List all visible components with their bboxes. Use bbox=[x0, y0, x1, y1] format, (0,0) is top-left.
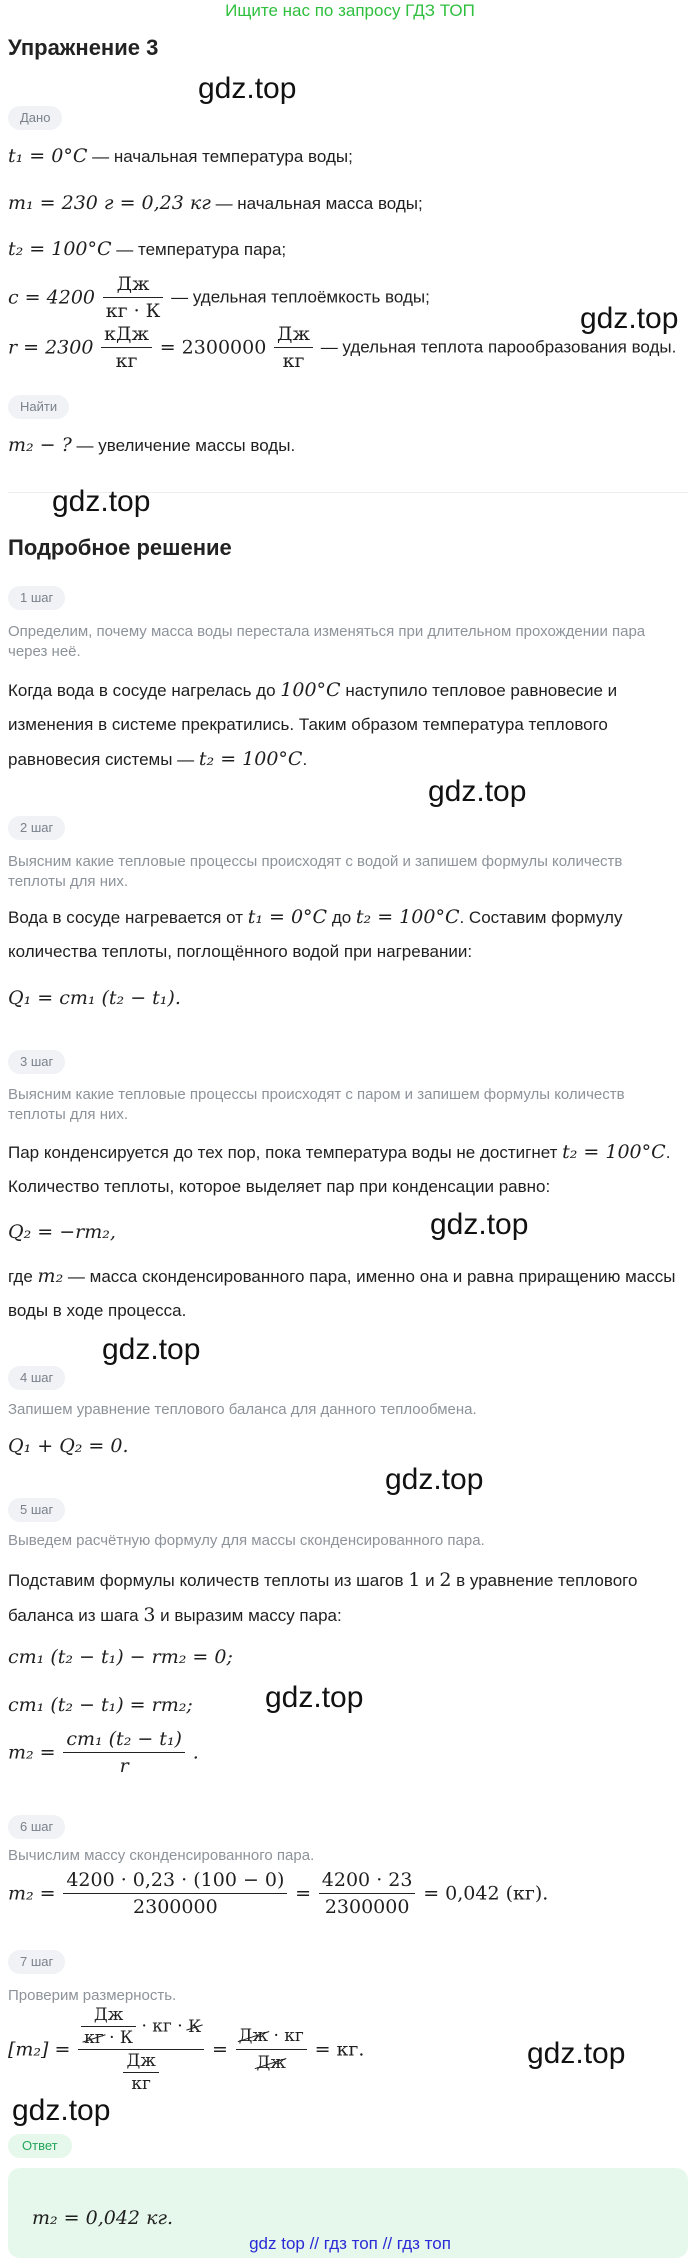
step4-formula: Q₁ + Q₂ = 0. bbox=[8, 1435, 129, 1457]
step4-chip: 4 шаг bbox=[8, 1366, 65, 1390]
step3-text: Пар конденсируется до тех пор, пока температура воды не достигнет t₂ = 100°C. Количество теплоты, которое выделяет пар при конденсации равно: bbox=[8, 1141, 671, 1196]
watermark: gdz.top bbox=[102, 1333, 201, 1366]
watermark: gdz.top bbox=[428, 775, 527, 808]
exercise-title: Упражнение 3 bbox=[8, 35, 159, 60]
step5-formula1: cm₁ (t₂ − t₁) − rm₂ = 0; bbox=[8, 1646, 233, 1668]
answer-chip: Ответ bbox=[8, 2134, 72, 2158]
step7-desc: Проверим размерность. bbox=[8, 1987, 177, 2004]
step2-chip: 2 шаг bbox=[8, 816, 65, 840]
watermark: gdz.top bbox=[12, 2094, 111, 2127]
step3-note: где m₂ — масса сконденсированного пара, именно она и равна приращению массы воды в ходе процесса. bbox=[8, 1265, 676, 1320]
step6-desc: Вычислим массу сконденсированного пара. bbox=[8, 1847, 315, 1864]
step7-formula: [m₂] = $\frac{Дж}{кг \cdot К}$ · кг · К $\frac{Дж}{кг}$ = $\frac{Дж \cdot кг}{Дж}$ = кг. bbox=[8, 2005, 365, 2094]
step5-formula3: m₂ = $\frac{\text{cm₁ (t₂ − t₁)}}{r}$ . bbox=[8, 1728, 199, 1777]
watermark: gdz.top bbox=[198, 72, 297, 105]
step2-text: Вода в сосуде нагревается от t₁ = 0°C до t₂ = 100°C. Составим формулу количества теплоты, поглощённого водой при нагревании: bbox=[8, 906, 623, 961]
search-banner[interactable]: Ищите нас по запросу ГДЗ ТОП bbox=[225, 1, 475, 20]
footer-links[interactable]: gdz top // гдз топ // гдз топ bbox=[249, 2234, 451, 2253]
step6-chip: 6 шаг bbox=[8, 1815, 65, 1839]
step3-formula: Q₂ = −rm₂, bbox=[8, 1221, 116, 1243]
watermark: gdz.top bbox=[52, 485, 151, 518]
step1-desc: Определим, почему масса воды перестала изменяться при длительном прохождении пара через неё. bbox=[8, 623, 646, 660]
watermark: gdz.top bbox=[527, 2037, 626, 2070]
answer-value: m₂ = 0,042 кг. bbox=[32, 2207, 174, 2229]
step5-text: Подставим формулы количеств теплоты из шагов 1 и 2 в уравнение теплового баланса из шага 3 и выразим массу пара: bbox=[8, 1569, 638, 1626]
step5-formula2: cm₁ (t₂ − t₁) = rm₂; bbox=[8, 1694, 193, 1716]
step3-chip: 3 шаг bbox=[8, 1050, 65, 1074]
find-chip: Найти bbox=[8, 395, 69, 419]
step2-desc: Выясним какие тепловые процессы происходят с водой и запишем формулы количеств теплоты для них. bbox=[8, 853, 623, 890]
step6-formula: m₂ = $\frac{4200 \cdot 0,23 \cdot (100 - 0)}{2300000}$ = $\frac{4200 \cdot 23}{2300000}$ = 0,042 (кг). bbox=[8, 1869, 549, 1918]
given-t2: t₂ = 100°C — температура пара; bbox=[8, 238, 287, 260]
step5-chip: 5 шаг bbox=[8, 1498, 65, 1522]
given-r: r = 2300 $\frac{\text{кДж}}{кг}$ = 2300000 $\frac{Дж}{кг}$ — удельная теплота парообразования воды. bbox=[8, 323, 677, 372]
step1-chip: 1 шаг bbox=[8, 586, 65, 610]
given-t1: t₁ = 0°C — начальная температура воды; bbox=[8, 145, 353, 167]
find-line: m₂ − ? — увеличение массы воды. bbox=[8, 434, 296, 456]
solution-title: Подробное решение bbox=[8, 535, 232, 560]
watermark: gdz.top bbox=[265, 1681, 364, 1714]
step7-chip: 7 шаг bbox=[8, 1950, 65, 1974]
given-c: c = 4200 $\frac{Дж}{кг \cdot К}$ — удельная теплоёмкость воды; bbox=[8, 273, 430, 322]
given-chip: Дано bbox=[8, 106, 62, 130]
step4-desc: Запишем уравнение теплового баланса для данного теплообмена. bbox=[8, 1401, 477, 1418]
given-m1: m₁ = 230 г = 0,23 кг — начальная масса воды; bbox=[8, 192, 423, 214]
watermark: gdz.top bbox=[580, 302, 679, 335]
watermark: gdz.top bbox=[430, 1208, 529, 1241]
watermark: gdz.top bbox=[385, 1463, 484, 1496]
step5-desc: Выведем расчётную формулу для массы сконденсированного пара. bbox=[8, 1532, 485, 1549]
step3-desc: Выясним какие тепловые процессы происходят с паром и запишем формулы количеств теплоты для них. bbox=[8, 1086, 625, 1123]
step1-text: Когда вода в сосуде нагрелась до 100°C наступило тепловое равновесие и изменения в системе прекратились. Таким образом температура теплового равновесия системы — t₂ = 100°C. bbox=[8, 679, 618, 770]
step2-formula: Q₁ = cm₁ (t₂ − t₁). bbox=[8, 987, 181, 1009]
